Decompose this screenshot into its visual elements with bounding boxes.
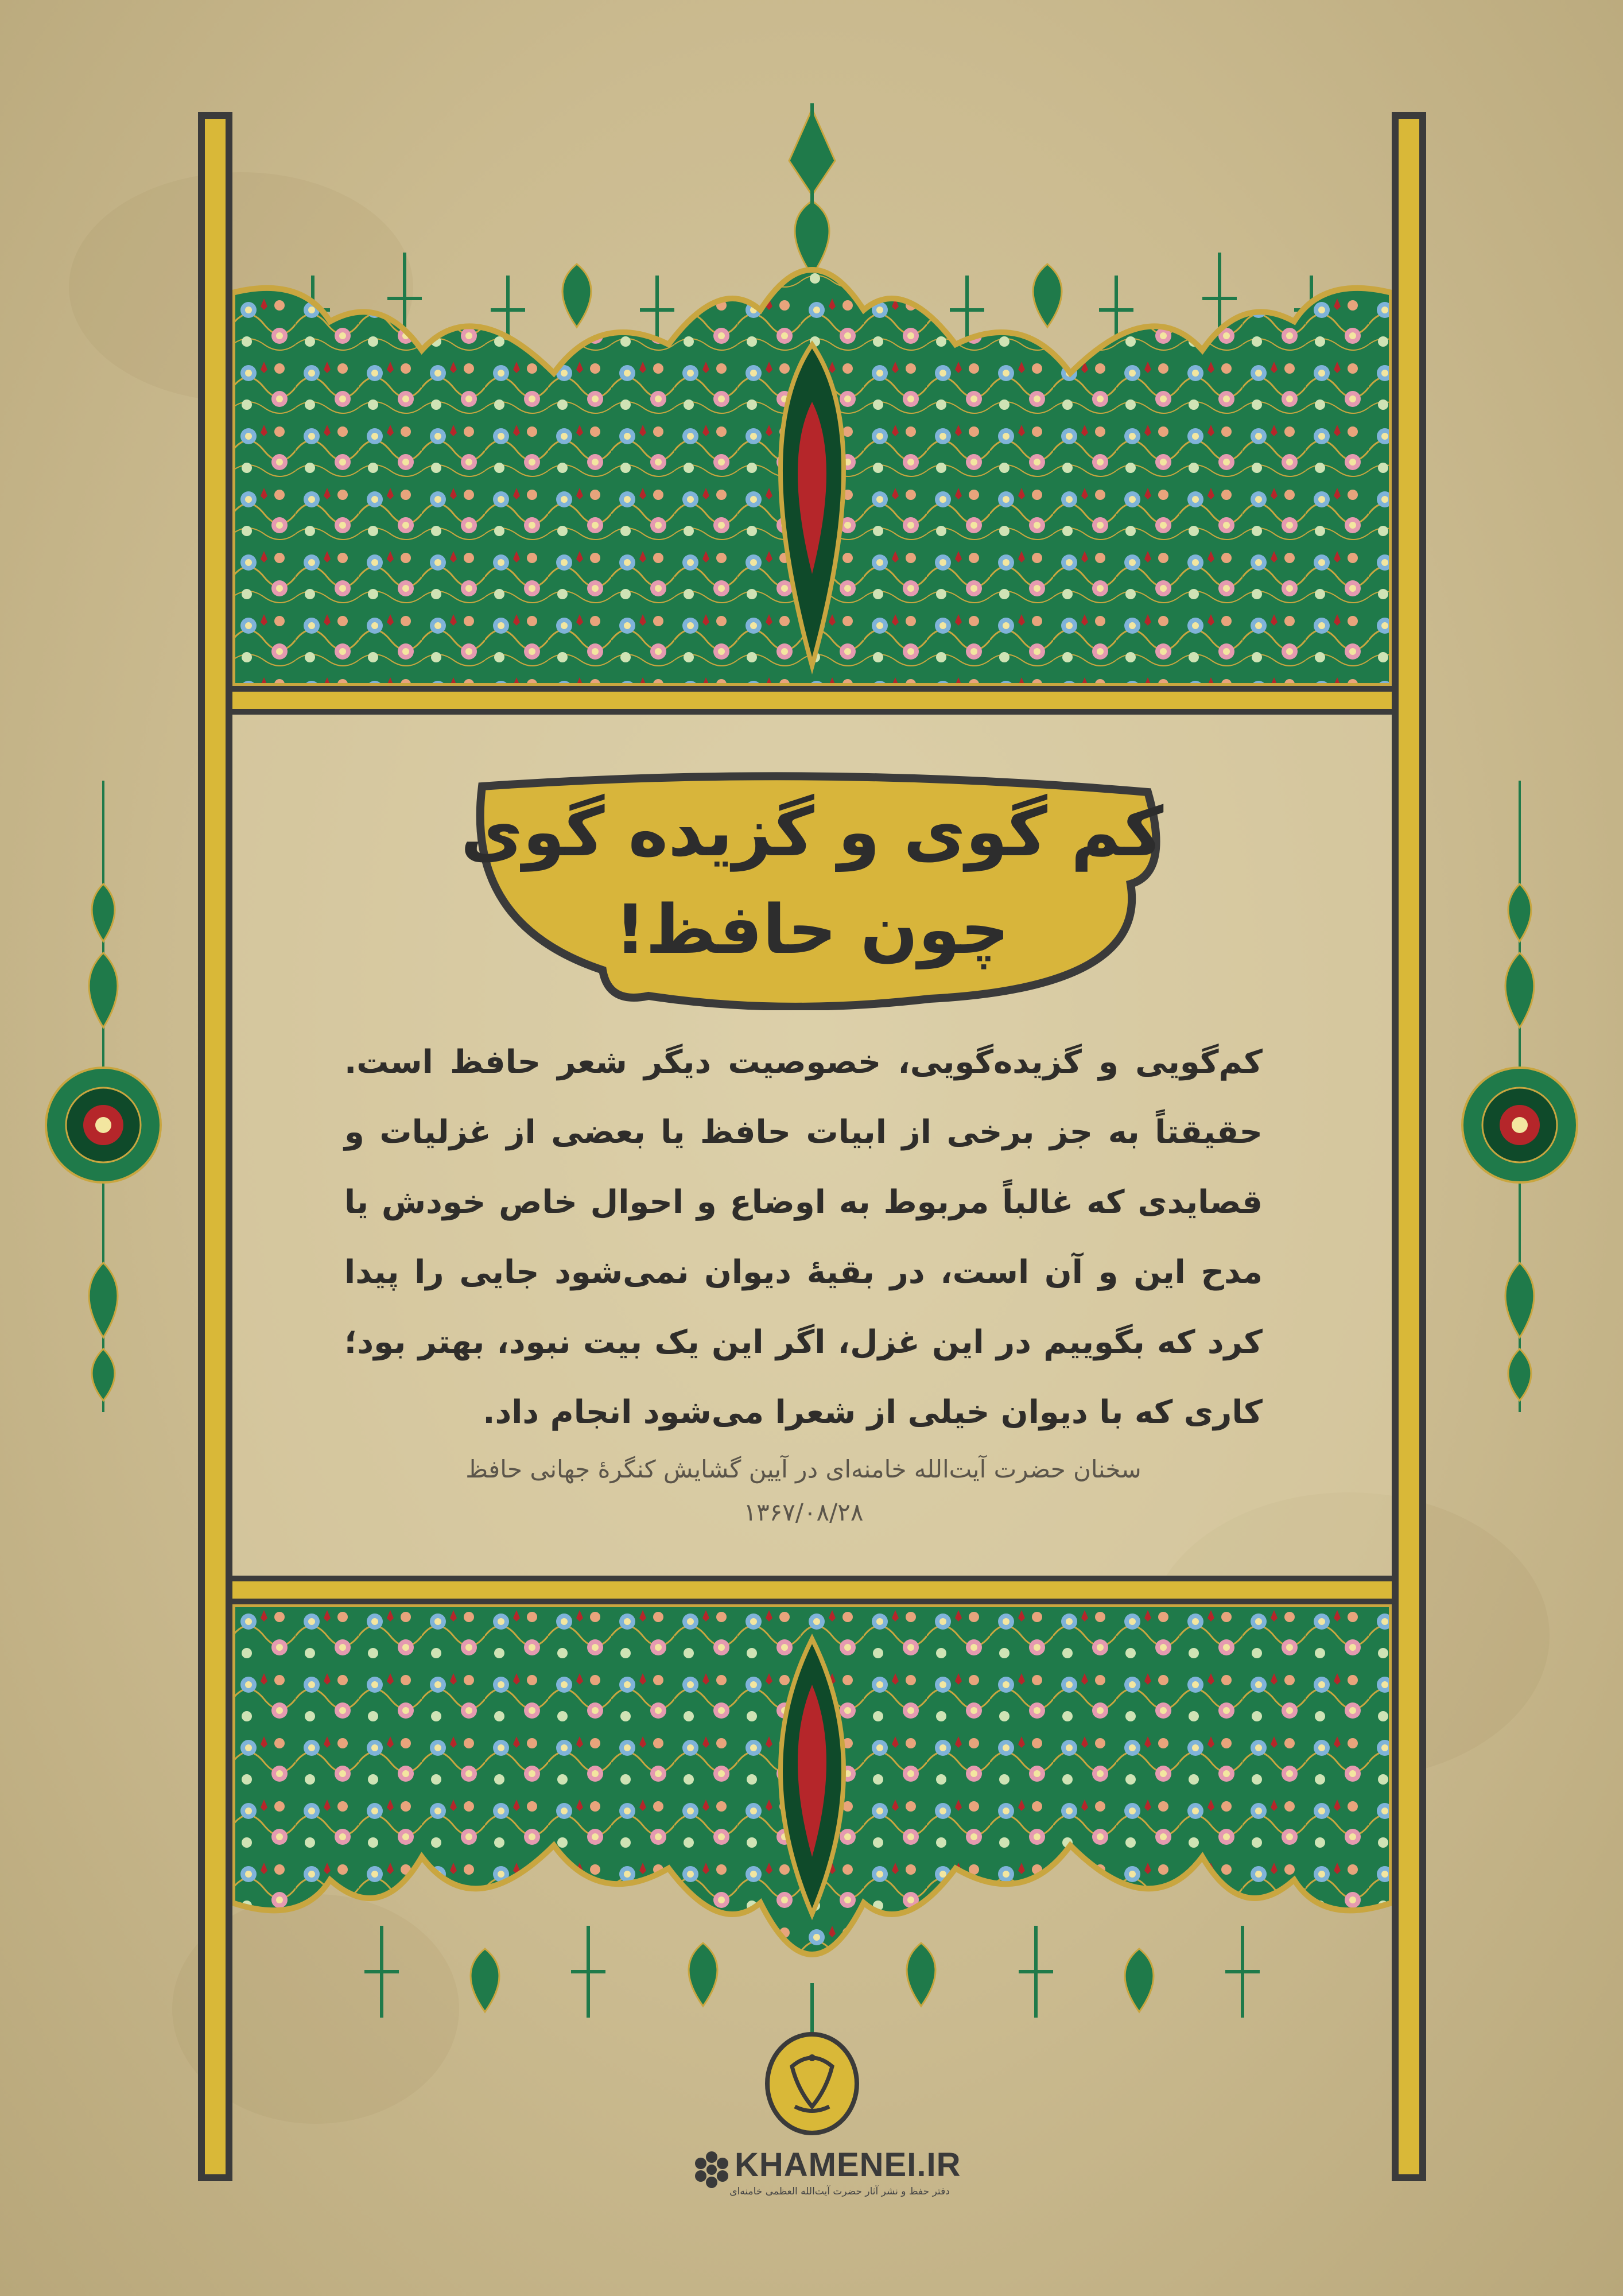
side-ornament-left <box>34 781 172 1412</box>
attribution-date: ۱۳۶۷/۰۸/۲۸ <box>743 1498 864 1526</box>
quote-body <box>344 1027 1263 1448</box>
top-ornament <box>232 103 1392 686</box>
logo-name: KHAMENEI.IR <box>735 2146 961 2183</box>
frame-bar-right <box>1392 112 1426 2181</box>
title-block <box>459 769 1165 1010</box>
quote-line: مدح این و آن است، در بقیهٔ دیوان نمی‌شود جایی را پیدا <box>344 1254 1263 1291</box>
quote-line: قصایدی که غالباً مربوط به اوضاع و احوال خاص خودش یا <box>344 1184 1263 1221</box>
title-line-2: چون حافظ! <box>615 890 1009 969</box>
quote-line: کاری که با دیوان خیلی از شعرا می‌شود انجام داد. <box>483 1394 1263 1431</box>
frame-bar-left <box>198 112 232 2181</box>
side-ornament-right <box>1451 781 1589 1412</box>
quote-line: حقیقتاً به جز برخی از ابیات حافظ یا بعضی از غزلیات و <box>344 1114 1263 1151</box>
title-line-1: کم گوی و گزیده گوی <box>460 792 1164 871</box>
frame-divider-bottom <box>232 1576 1392 1604</box>
bottom-ornament <box>232 1604 1392 2086</box>
calligraphy-seal-icon <box>760 2032 864 2135</box>
quote-line: کرد که بگوییم در این غزل، اگر این یک بیت نبود، بهتر بود؛ <box>344 1324 1263 1361</box>
logo-tagline: دفتر حفظ و نشر آثار حضرت آیت‌الله العظمی خامنه‌ای <box>729 2186 950 2197</box>
attribution-source: سخنان حضرت آیت‌الله خامنه‌ای در آیین گشایش کنگرهٔ جهانی حافظ <box>465 1455 1141 1483</box>
frame-divider-top <box>232 686 1392 715</box>
quote-line: کم‌گویی و گزیده‌گویی، خصوصیت دیگر شعر حافظ است. <box>344 1044 1263 1081</box>
